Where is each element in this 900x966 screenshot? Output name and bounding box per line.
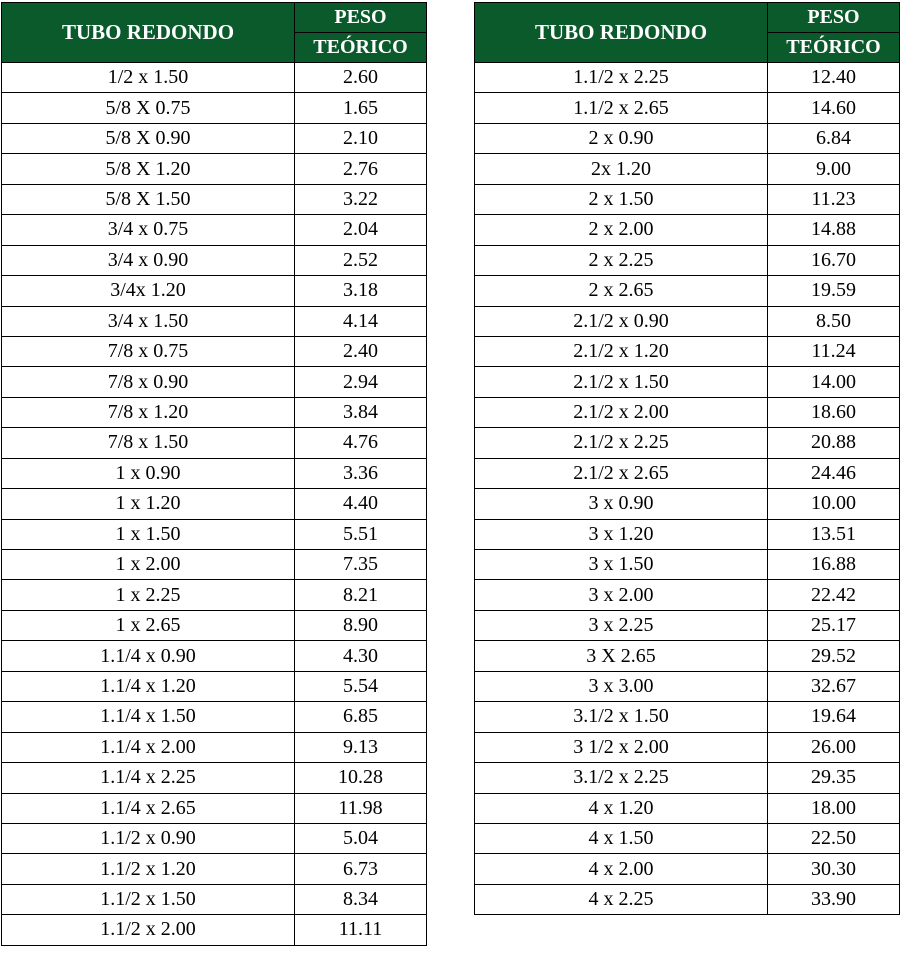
theoretical-weight-cell: 8.34 <box>295 884 427 914</box>
left-weight-table <box>1 2 427 946</box>
theoretical-weight-cell: 2.60 <box>295 63 427 93</box>
theoretical-weight-cell: 29.52 <box>768 641 900 671</box>
tube-size-cell: 3 x 3.00 <box>475 671 768 701</box>
theoretical-weight-cell: 8.50 <box>768 306 900 336</box>
tube-size-cell: 2.1/2 x 2.25 <box>475 428 768 458</box>
table-row <box>475 793 900 823</box>
tube-size-cell: 1 x 1.50 <box>2 519 295 549</box>
theoretical-weight-cell: 19.64 <box>768 702 900 732</box>
tube-size-cell: 3 x 1.20 <box>475 519 768 549</box>
table-row <box>475 63 900 93</box>
tube-size-cell: 3/4x 1.20 <box>2 276 295 306</box>
right-table-body <box>475 63 900 915</box>
tube-size-cell: 3/4 x 0.75 <box>2 215 295 245</box>
tube-size-cell: 1.1/2 x 2.00 <box>2 915 295 945</box>
theoretical-weight-cell: 12.40 <box>768 63 900 93</box>
table-row <box>475 823 900 853</box>
table-row <box>2 245 427 275</box>
table-row <box>475 732 900 762</box>
theoretical-weight-cell: 3.22 <box>295 184 427 214</box>
tube-size-cell: 3 1/2 x 2.00 <box>475 732 768 762</box>
theoretical-weight-cell: 4.76 <box>295 428 427 458</box>
table-row <box>2 489 427 519</box>
header-tubo-redondo: TUBO REDONDO <box>475 3 768 63</box>
theoretical-weight-cell: 4.30 <box>295 641 427 671</box>
table-row <box>475 489 900 519</box>
theoretical-weight-cell: 3.18 <box>295 276 427 306</box>
header-peso: PESO <box>295 3 427 33</box>
theoretical-weight-cell: 1.65 <box>295 93 427 123</box>
theoretical-weight-cell: 10.00 <box>768 489 900 519</box>
table-row <box>475 306 900 336</box>
tube-size-cell: 1 x 2.00 <box>2 550 295 580</box>
theoretical-weight-cell: 6.73 <box>295 854 427 884</box>
table-row <box>475 641 900 671</box>
table-row <box>2 793 427 823</box>
tube-size-cell: 1/2 x 1.50 <box>2 63 295 93</box>
tube-size-cell: 5/8 X 0.75 <box>2 93 295 123</box>
tube-size-cell: 1.1/2 x 1.20 <box>2 854 295 884</box>
table-row <box>475 763 900 793</box>
table-row <box>475 428 900 458</box>
header-teorico: TEÓRICO <box>768 33 900 63</box>
tube-size-cell: 1 x 0.90 <box>2 458 295 488</box>
theoretical-weight-cell: 22.50 <box>768 823 900 853</box>
table-row <box>475 215 900 245</box>
table-row <box>2 184 427 214</box>
table-row <box>2 336 427 366</box>
table-row <box>2 367 427 397</box>
theoretical-weight-cell: 14.88 <box>768 215 900 245</box>
tube-size-cell: 3.1/2 x 2.25 <box>475 763 768 793</box>
theoretical-weight-cell: 22.42 <box>768 580 900 610</box>
tube-size-cell: 2 x 1.50 <box>475 184 768 214</box>
right-weight-table <box>474 2 900 915</box>
tube-size-cell: 2x 1.20 <box>475 154 768 184</box>
tube-size-cell: 2.1/2 x 1.20 <box>475 336 768 366</box>
table-row <box>2 215 427 245</box>
tube-size-cell: 1.1/4 x 2.00 <box>2 732 295 762</box>
theoretical-weight-cell: 3.84 <box>295 397 427 427</box>
table-row <box>2 702 427 732</box>
tube-size-cell: 1 x 1.20 <box>2 489 295 519</box>
theoretical-weight-cell: 30.30 <box>768 854 900 884</box>
theoretical-weight-cell: 11.23 <box>768 184 900 214</box>
theoretical-weight-cell: 2.94 <box>295 367 427 397</box>
tube-size-cell: 2 x 0.90 <box>475 123 768 153</box>
theoretical-weight-cell: 11.98 <box>295 793 427 823</box>
tube-size-cell: 2.1/2 x 2.65 <box>475 458 768 488</box>
theoretical-weight-cell: 2.10 <box>295 123 427 153</box>
table-row <box>2 123 427 153</box>
theoretical-weight-cell: 33.90 <box>768 884 900 914</box>
table-row <box>2 397 427 427</box>
left-table-body <box>2 63 427 946</box>
theoretical-weight-cell: 2.52 <box>295 245 427 275</box>
tube-size-cell: 3/4 x 0.90 <box>2 245 295 275</box>
table-row <box>475 884 900 914</box>
table-row <box>2 93 427 123</box>
table-row <box>2 154 427 184</box>
tube-size-cell: 1.1/4 x 0.90 <box>2 641 295 671</box>
tube-size-cell: 2 x 2.65 <box>475 276 768 306</box>
theoretical-weight-cell: 16.70 <box>768 245 900 275</box>
tube-size-cell: 4 x 1.50 <box>475 823 768 853</box>
table-row <box>475 276 900 306</box>
tube-size-cell: 1.1/2 x 2.25 <box>475 63 768 93</box>
tube-size-cell: 5/8 X 1.50 <box>2 184 295 214</box>
table-row <box>475 397 900 427</box>
table-row <box>475 123 900 153</box>
table-row <box>2 306 427 336</box>
table-row <box>475 580 900 610</box>
theoretical-weight-cell: 11.24 <box>768 336 900 366</box>
theoretical-weight-cell: 24.46 <box>768 458 900 488</box>
table-row <box>2 550 427 580</box>
tube-size-cell: 1 x 2.25 <box>2 580 295 610</box>
theoretical-weight-cell: 2.76 <box>295 154 427 184</box>
table-row <box>475 671 900 701</box>
tube-size-cell: 1.1/4 x 1.50 <box>2 702 295 732</box>
table-row <box>475 367 900 397</box>
tube-size-cell: 7/8 x 1.20 <box>2 397 295 427</box>
table-row <box>475 458 900 488</box>
theoretical-weight-cell: 32.67 <box>768 671 900 701</box>
tube-size-cell: 2 x 2.00 <box>475 215 768 245</box>
theoretical-weight-cell: 8.90 <box>295 610 427 640</box>
theoretical-weight-cell: 5.54 <box>295 671 427 701</box>
table-row <box>475 702 900 732</box>
table-row <box>475 854 900 884</box>
tube-size-cell: 3/4 x 1.50 <box>2 306 295 336</box>
table-row <box>2 915 427 945</box>
theoretical-weight-cell: 20.88 <box>768 428 900 458</box>
table-row <box>2 610 427 640</box>
theoretical-weight-cell: 7.35 <box>295 550 427 580</box>
theoretical-weight-cell: 25.17 <box>768 610 900 640</box>
header-peso: PESO <box>768 3 900 33</box>
table-row <box>2 732 427 762</box>
theoretical-weight-cell: 2.04 <box>295 215 427 245</box>
table-row <box>2 428 427 458</box>
table-row <box>2 641 427 671</box>
table-row <box>2 580 427 610</box>
table-row <box>2 519 427 549</box>
theoretical-weight-cell: 14.00 <box>768 367 900 397</box>
tube-size-cell: 1.1/2 x 0.90 <box>2 823 295 853</box>
theoretical-weight-cell: 2.40 <box>295 336 427 366</box>
theoretical-weight-cell: 19.59 <box>768 276 900 306</box>
tube-size-cell: 2 x 2.25 <box>475 245 768 275</box>
table-row <box>2 823 427 853</box>
theoretical-weight-cell: 8.21 <box>295 580 427 610</box>
theoretical-weight-cell: 18.00 <box>768 793 900 823</box>
table-row <box>475 610 900 640</box>
tube-size-cell: 7/8 x 0.75 <box>2 336 295 366</box>
theoretical-weight-cell: 4.40 <box>295 489 427 519</box>
tube-size-cell: 1.1/4 x 1.20 <box>2 671 295 701</box>
tube-size-cell: 5/8 X 1.20 <box>2 154 295 184</box>
theoretical-weight-cell: 10.28 <box>295 763 427 793</box>
tube-size-cell: 1.1/4 x 2.65 <box>2 793 295 823</box>
table-row <box>2 276 427 306</box>
theoretical-weight-cell: 11.11 <box>295 915 427 945</box>
tube-size-cell: 3 x 2.00 <box>475 580 768 610</box>
tube-size-cell: 3 X 2.65 <box>475 641 768 671</box>
header-tubo-redondo: TUBO REDONDO <box>2 3 295 63</box>
table-row <box>475 550 900 580</box>
theoretical-weight-cell: 26.00 <box>768 732 900 762</box>
tube-size-cell: 1.1/2 x 2.65 <box>475 93 768 123</box>
tube-size-cell: 7/8 x 1.50 <box>2 428 295 458</box>
theoretical-weight-cell: 16.88 <box>768 550 900 580</box>
table-row <box>2 63 427 93</box>
tube-size-cell: 7/8 x 0.90 <box>2 367 295 397</box>
table-row <box>2 671 427 701</box>
tube-size-cell: 5/8 X 0.90 <box>2 123 295 153</box>
theoretical-weight-cell: 6.84 <box>768 123 900 153</box>
tube-size-cell: 1 x 2.65 <box>2 610 295 640</box>
theoretical-weight-cell: 18.60 <box>768 397 900 427</box>
tube-size-cell: 3.1/2 x 1.50 <box>475 702 768 732</box>
theoretical-weight-cell: 5.51 <box>295 519 427 549</box>
tube-size-cell: 4 x 1.20 <box>475 793 768 823</box>
tube-size-cell: 3 x 0.90 <box>475 489 768 519</box>
tube-size-cell: 3 x 2.25 <box>475 610 768 640</box>
table-row <box>475 245 900 275</box>
table-row <box>475 154 900 184</box>
table-row <box>2 458 427 488</box>
theoretical-weight-cell: 4.14 <box>295 306 427 336</box>
theoretical-weight-cell: 13.51 <box>768 519 900 549</box>
theoretical-weight-cell: 14.60 <box>768 93 900 123</box>
theoretical-weight-cell: 6.85 <box>295 702 427 732</box>
tube-size-cell: 1.1/2 x 1.50 <box>2 884 295 914</box>
table-row <box>2 763 427 793</box>
tube-size-cell: 4 x 2.25 <box>475 884 768 914</box>
tube-size-cell: 1.1/4 x 2.25 <box>2 763 295 793</box>
table-row <box>2 854 427 884</box>
tube-size-cell: 3 x 1.50 <box>475 550 768 580</box>
theoretical-weight-cell: 3.36 <box>295 458 427 488</box>
theoretical-weight-cell: 9.00 <box>768 154 900 184</box>
theoretical-weight-cell: 9.13 <box>295 732 427 762</box>
header-teorico: TEÓRICO <box>295 33 427 63</box>
table-row <box>475 336 900 366</box>
table-row <box>475 519 900 549</box>
tube-size-cell: 2.1/2 x 0.90 <box>475 306 768 336</box>
theoretical-weight-cell: 29.35 <box>768 763 900 793</box>
table-row <box>2 884 427 914</box>
theoretical-weight-cell: 5.04 <box>295 823 427 853</box>
tube-size-cell: 2.1/2 x 2.00 <box>475 397 768 427</box>
table-row <box>475 93 900 123</box>
tube-size-cell: 2.1/2 x 1.50 <box>475 367 768 397</box>
table-row <box>475 184 900 214</box>
tube-size-cell: 4 x 2.00 <box>475 854 768 884</box>
